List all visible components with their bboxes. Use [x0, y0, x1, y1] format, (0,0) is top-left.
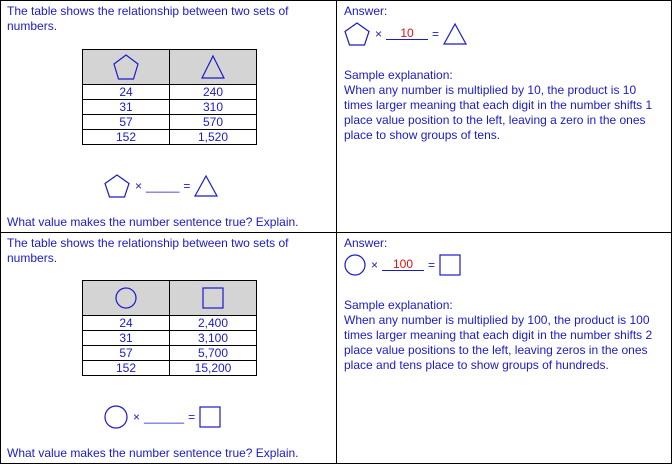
table-header-triangle: [170, 50, 257, 85]
pentagon-icon: [103, 173, 131, 199]
answer-label: Answer:: [344, 4, 388, 18]
pentagon-icon: [83, 52, 169, 82]
pentagon-icon: [343, 21, 371, 47]
times-symbol: ×: [371, 258, 379, 272]
explanation-text: When any number is multiplied by 100, the product is 100 times larger meaning that each digit in the number shifts 2 place value positions to the left, leaving zeros in the ones place and tens place to show groups of hundreds.: [344, 313, 653, 372]
triangle-icon: [442, 22, 468, 46]
answer-blank: _____: [146, 179, 180, 193]
table-cell: 57: [83, 346, 170, 361]
answer-value: 10: [386, 28, 428, 40]
table-cell: 570: [170, 115, 257, 130]
problem-question: What value makes the number sentence true? Explain.: [7, 446, 299, 460]
answer-sentence: [343, 21, 468, 47]
explanation-label: Sample explanation:: [344, 68, 453, 82]
number-sentence: [103, 173, 219, 199]
circle-icon: [83, 283, 169, 313]
equals-symbol: =: [183, 179, 191, 193]
table-row: [83, 115, 257, 130]
table-cell: 24: [83, 316, 170, 331]
explanation-text: When any number is multiplied by 10, the product is 10 times larger meaning that each digit in the number shifts 1 place value position to the left, leaving a zero in the ones place to show groups of tens.: [344, 83, 653, 142]
table-cell: 15,200: [170, 361, 257, 376]
table-row: [83, 100, 257, 115]
table-cell: 152: [83, 361, 170, 376]
table-cell: 240: [170, 85, 257, 100]
problem-1-question-cell: [1, 1, 337, 232]
times-symbol: ×: [133, 410, 141, 424]
triangle-icon: [170, 52, 256, 82]
problem-2-answer-cell: [337, 233, 671, 463]
problem-1: [1, 1, 671, 233]
table-cell: 31: [83, 331, 170, 346]
relationship-table: [82, 280, 257, 376]
times-symbol: ×: [135, 179, 143, 193]
table-row: [83, 130, 257, 145]
table-cell: 31: [83, 100, 170, 115]
table-row: [83, 346, 257, 361]
number-sentence: [103, 404, 222, 430]
table-cell: 1,520: [170, 130, 257, 145]
answer-value: 100: [382, 259, 424, 271]
square-icon: [198, 405, 222, 429]
table-cell: 24: [83, 85, 170, 100]
answer-blank: ______: [144, 410, 185, 424]
explanation-label: Sample explanation:: [344, 298, 453, 312]
table-cell: 310: [170, 100, 257, 115]
table-cell: 2,400: [170, 316, 257, 331]
answer-label: Answer:: [344, 236, 388, 250]
table-row: [83, 361, 257, 376]
problem-question: What value makes the number sentence true? Explain.: [7, 215, 299, 229]
problem-2-question-cell: [1, 233, 337, 463]
equals-symbol: =: [188, 410, 196, 424]
table-cell: 3,100: [170, 331, 257, 346]
table-cell: 57: [83, 115, 170, 130]
relationship-table: [82, 49, 257, 145]
square-icon: [438, 253, 462, 277]
table-header-circle: [83, 281, 170, 316]
times-symbol: ×: [375, 27, 383, 41]
problem-1-answer-cell: [337, 1, 671, 232]
table-cell: 152: [83, 130, 170, 145]
equals-symbol: =: [432, 27, 440, 41]
table-header-pentagon: [83, 50, 170, 85]
answer-sentence: [343, 253, 462, 277]
table-row: [83, 331, 257, 346]
square-icon: [170, 283, 256, 313]
circle-icon: [103, 404, 129, 430]
triangle-icon: [193, 174, 219, 198]
table-row: [83, 316, 257, 331]
problem-prompt: The table shows the relationship between two sets of numbers.: [7, 4, 289, 33]
equals-symbol: =: [428, 258, 436, 272]
table-row: [83, 85, 257, 100]
table-header-square: [170, 281, 257, 316]
circle-icon: [343, 253, 367, 277]
problem-prompt: The table shows the relationship between two sets of numbers.: [7, 236, 289, 265]
problem-2: [1, 233, 671, 463]
table-cell: 5,700: [170, 346, 257, 361]
